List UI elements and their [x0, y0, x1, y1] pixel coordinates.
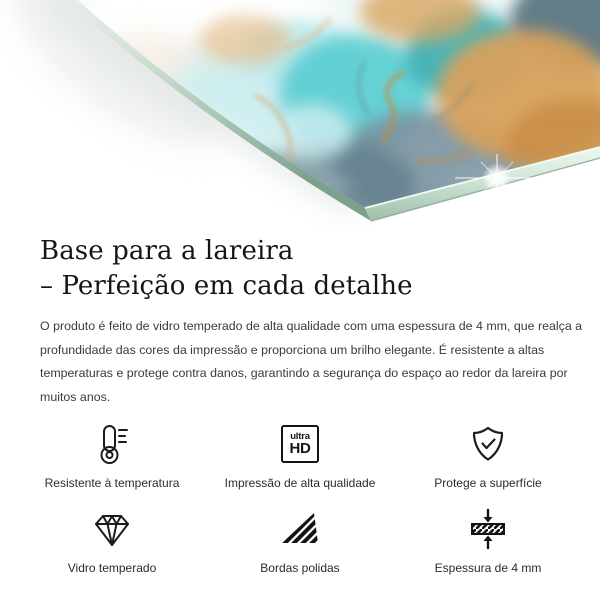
feature-label: Bordas polidas [260, 561, 340, 575]
page-title-line1: Base para a lareira [40, 236, 294, 266]
feature-thickness [394, 500, 582, 575]
content-section [0, 234, 600, 409]
feature-surface-protection [394, 415, 582, 490]
shield-check-icon [465, 421, 511, 467]
polished-edges-icon [277, 506, 323, 552]
product-description: O produto é feito de vidro temperado de alta qualidade com uma espessura de 4 mm, que realça a profundidade das cores da impressão e proporciona um brilho elegante. É resistente a altas temperaturas e protege contra danos, garantindo a segurança do espaço ao redor da lareira por muitos anos. [40, 319, 583, 404]
feature-tempered-glass [18, 500, 206, 575]
ultra-hd-icon [281, 425, 319, 463]
feature-label: Espessura de 4 mm [434, 561, 542, 575]
glass-panel-artwork [0, 0, 600, 230]
hero-product-image [0, 0, 600, 230]
features-grid [0, 415, 600, 575]
feature-print-quality [206, 415, 394, 490]
feature-label: Impressão de alta qualidade [224, 476, 376, 490]
page-title-line2: – Perfeição em cada detalhe [40, 271, 413, 301]
thermometer-icon [89, 421, 135, 467]
ultra-hd-icon-text-bottom: HD [289, 440, 311, 457]
feature-label: Vidro temperado [67, 561, 157, 575]
feature-label: Protege a superfície [434, 476, 542, 490]
feature-polished-edges [206, 500, 394, 575]
thickness-icon [465, 506, 511, 552]
ultra-hd-icon-text-top: ultra [290, 431, 310, 442]
feature-temperature-resistant [18, 415, 206, 490]
feature-label: Resistente à temperatura [44, 476, 180, 490]
diamond-icon [89, 506, 135, 552]
page-title [40, 234, 575, 304]
